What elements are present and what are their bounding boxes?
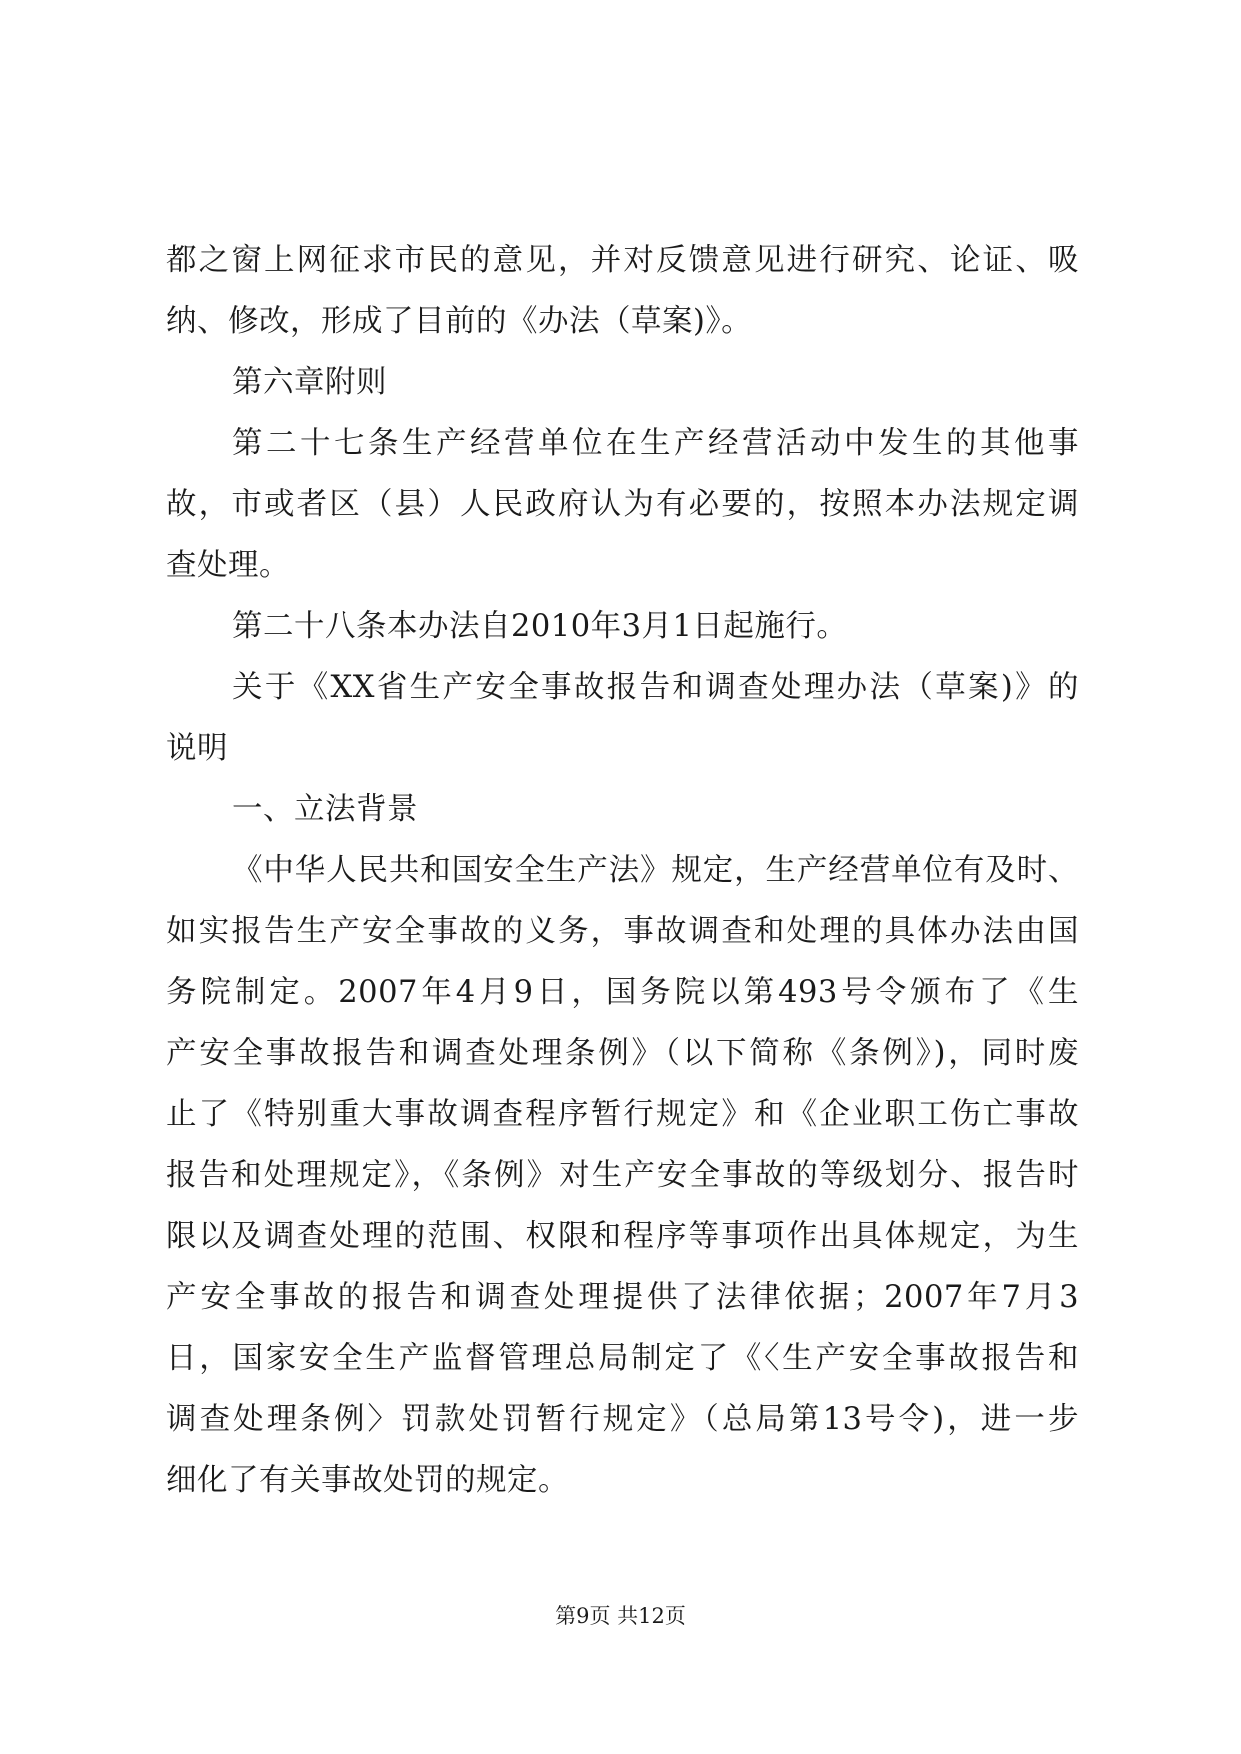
text-line: 日，国家安全生产监督管理总局制定了《〈生产安全事故报告和 [166,1341,1079,1376]
text-line: 都之窗上网征求市民的意见，并对反馈意见进行研究、论证、吸 [166,243,1079,278]
text-line: 报告和处理规定》，《条例》对生产安全事故的等级划分、报告时 [166,1158,1079,1193]
text-line: 第二十七条生产经营单位在生产经营活动中发生的其他事 [232,426,1079,461]
text-line: 限以及调查处理的范围、权限和程序等事项作出具体规定，为生 [166,1219,1079,1254]
text-line: 关于《XX省生产安全事故报告和调查处理办法（草案)》的 [232,670,1079,705]
page-footer: 第9页 共12页 [555,1604,686,1628]
text-line: 故，市或者区（县）人民政府认为有必要的，按照本办法规定调 [166,487,1079,522]
text-line: 产安全事故的报告和调查处理提供了法律依据；2007年7月3 [166,1280,1079,1315]
text-line: 第二十八条本办法自2010年3月1日起施行。 [232,609,848,644]
text-line: 一、立法背景 [232,792,418,827]
text-line: 止了《特别重大事故调查程序暂行规定》和《企业职工伤亡事故 [166,1097,1079,1132]
text-line: 务院制定。2007年4月9日，国务院以第493号令颁布了《生 [166,975,1079,1010]
text-line: 细化了有关事故处罚的规定。 [166,1463,569,1498]
text-line: 第六章附则 [232,365,387,400]
text-line: 产安全事故报告和调查处理条例》（以下简称《条例》)，同时废 [166,1036,1079,1071]
text-line: 说明 [166,731,228,766]
text-line: 如实报告生产安全事故的义务，事故调查和处理的具体办法由国 [166,914,1079,949]
text-line: 查处理。 [166,548,290,583]
text-line: 《中华人民共和国安全生产法》规定，生产经营单位有及时、 [232,853,1079,888]
text-line: 纳、修改，形成了目前的《办法（草案)》。 [166,304,753,339]
document-body [166,230,1079,1511]
text-line: 调查处理条例〉罚款处罚暂行规定》（总局第13号令)，进一步 [166,1402,1079,1437]
